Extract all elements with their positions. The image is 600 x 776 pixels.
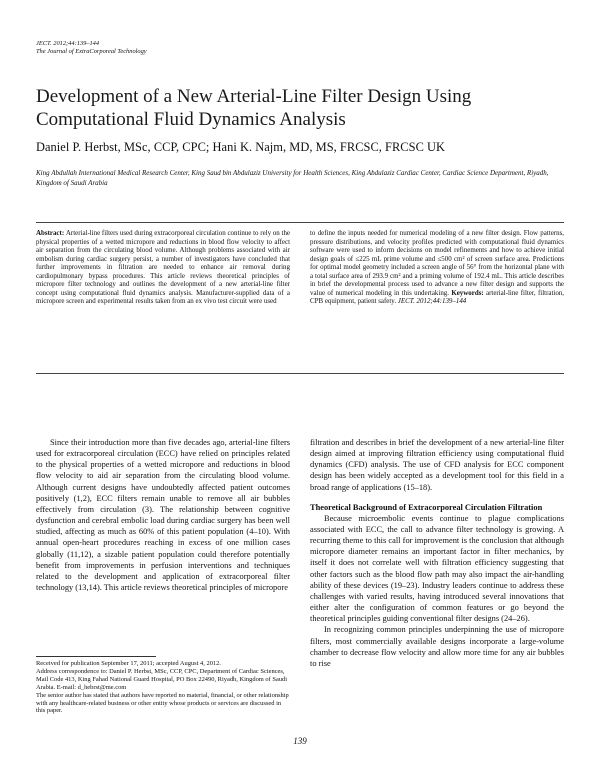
abstract-label: Abstract: bbox=[36, 229, 66, 237]
footnotes bbox=[36, 660, 290, 715]
keywords-text: arterial-line filter, filtration, CPB equipment, patient safety. bbox=[310, 288, 564, 306]
author-affiliation: King Abdullah International Medical Research Center, King Saud bin Abdulaziz University for Health Sciences, King Abdulaziz Cardiac Center, Cardiac Science Department, Riyadh, Kingdom of Saudi Arabia bbox=[36, 169, 549, 187]
section-heading: Theoretical Background of Extracorporeal Circulation Filtration bbox=[310, 502, 543, 512]
abstract-citation: JECT. 2012;44:139–144 bbox=[397, 297, 467, 306]
intro-paragraph-continued: filtration and describes in brief the development of a new arterial-line filter design aimed at improving filtration efficiency using computational fluid dynamics (CFD) analysis. The use of CFD analysis for ECC component design has been widely accepted as a development tool for this field in a broad range of applications (15–18). bbox=[310, 438, 564, 492]
abstract-top-rule bbox=[36, 222, 564, 223]
abstract-text-right: to define the inputs needed for numerical modeling of a new filter design. Flow patterns, pressure distributions, and velocity profiles predicted with computational fluid dynamics software were used to inform decisions on model refinements and how to achieve initial design goals of ≤225 mL prime volume and ≤500 cm² of screen surface area. Predictions for optimal model geometry included a screen angle of 56° from the horizontal plane with a total surface area of 293.9 cm² and a priming volume of 192.4 mL. This article describes in brief the developmental process used to advance a new filter design and supports the value of numerical modeling in this undertaking. bbox=[310, 229, 564, 297]
footnote-received: Received for publication September 17, 2011; accepted August 4, 2012. bbox=[36, 660, 221, 667]
section-paragraph-2: In recognizing common principles underpinning the use of micropore filters, most commercially available designs incorporate a large-volume chamber to decrease flow velocity and allow more time for any air bubbles to rise bbox=[310, 625, 564, 668]
section-paragraph-1: Because microembolic events continue to plague complications associated with ECC, the call to advance filter technology is growing. A recurring theme to this call for improvement is the conclusion that although micropore diameter remains an important factor in filter mechanics, by itself it does not correlate well with filtration efficiency suggesting that other factors such as the blood flow path may also impact the air-handling ability of these devices (19–23). Industry leaders continue to address these challenges with varied results, having introduced several innovations that either alter the configuration of common features or go beyond the theoretical principles guiding conventional filter designs (24–26). bbox=[310, 513, 564, 624]
footnote-rule bbox=[36, 656, 156, 657]
abstract-right-column bbox=[310, 229, 564, 306]
footnote-correspondence: Address correspondence to: Daniel P. Herbst, MSc, CCP, CPC, Department of Cardiac Sciences, Mail Code 413, King Fahad National Guard Hospital, PO Box 22490, Riyadh, Kingdom of Saudi Arabia. E-mail: d_hebrst@me.com bbox=[36, 667, 288, 691]
intro-paragraph: Since their introduction more than five decades ago, arterial-line filters used for extracorporeal circulation (ECC) have relied on principles related to the physical properties of a wetted micropore and reductions in blood flow velocity to aid air separation from the circulating blood volume. Although current designs have undoubtedly affected patient outcomes positively (1,2), ECC filters remain unable to remove all air bubbles effectively from circulation (3). The relationship between cognitive dysfunction and cerebral embolic load during cardiac surgery has been well studied, affecting as much as 60% of this patient population (4–10). With annual open-heart procedures reaching in excess of one million cases globally (11,12), a sizable patient population could therefore potentially benefit from improvements in perfusion interventions and techniques related to the development and application of extracorporeal filter technology (13,14). This article reviews theoretical principles of micropore bbox=[36, 438, 290, 593]
keywords-label: Keywords: bbox=[451, 288, 487, 297]
abstract-left-column bbox=[36, 229, 290, 306]
journal-name: The Journal of ExtraCorporeal Technology bbox=[36, 48, 147, 56]
abstract-text-left: Arterial-line filters used during extracorporeal circulation continue to rely on the physical properties of a wetted micropore and reductions in blood flow velocity to affect air separation from the circulating blood volume. Although problems associated with air embolism during cardiac surgery persist, a number of investigators have concluded that further improvements in filtration are needed to enhance air removal during cardiopulmonary bypass procedures. This article reviews theoretical principles of micropore filter technology and outlines the development of a new arterial-line filter concept using computational fluid dynamics analysis. Manufacturer-supplied data of a micropore screen and experimental results taken from an ex vivo test circuit were used bbox=[36, 229, 290, 306]
author-list: Daniel P. Herbst, MSc, CCP, CPC; Hani K. Najm, MD, MS, FRCSC, FRCSC UK bbox=[36, 140, 446, 154]
page-number: 139 bbox=[293, 736, 307, 746]
body-right-column bbox=[310, 437, 564, 669]
body-left-column bbox=[36, 437, 290, 593]
footnote-disclosure: The senior author has stated that authors have reported no material, financial, or other relationship with any healthcare-related business or other entity whose products or services are discussed in this paper. bbox=[36, 691, 289, 715]
abstract-bottom-rule bbox=[36, 373, 564, 374]
article-title: Development of a New Arterial-Line Filter Design Using Computational Fluid Dynamics Analysis bbox=[36, 86, 472, 130]
journal-citation: JECT. 2012;44:139–144 bbox=[36, 40, 100, 47]
journal-header bbox=[36, 40, 147, 57]
